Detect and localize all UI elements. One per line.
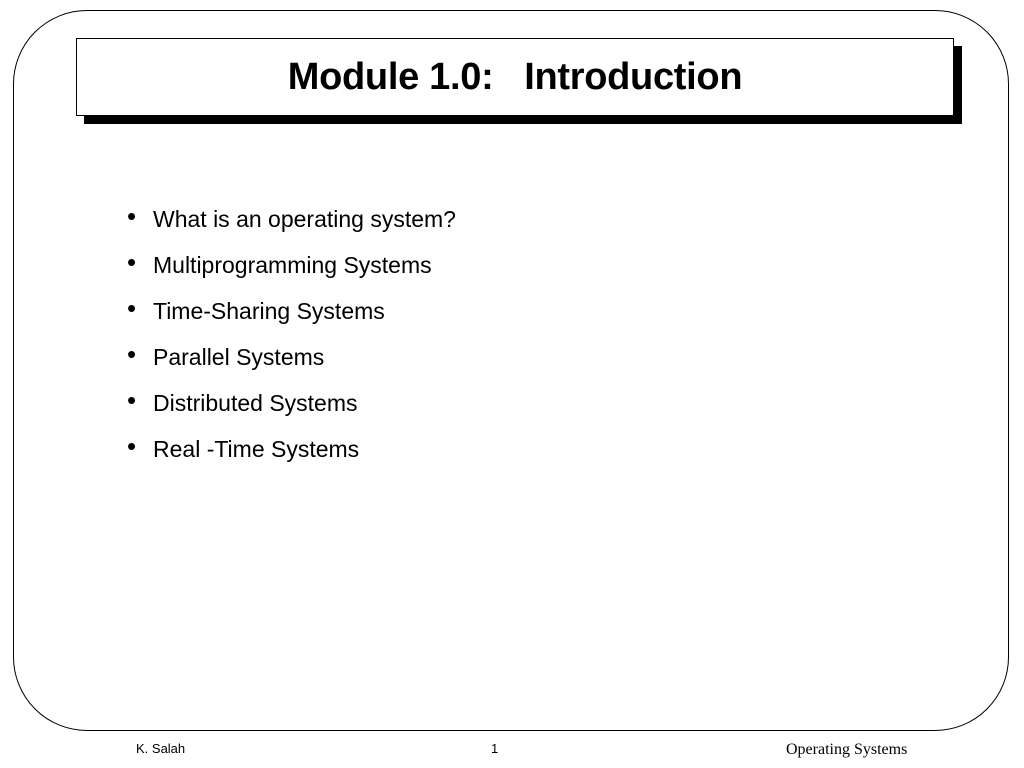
bullet-text: Parallel Systems: [153, 343, 325, 370]
bullet-text: Multiprogramming Systems: [153, 251, 432, 278]
bullet-text: Time-Sharing Systems: [153, 297, 385, 324]
bullet-text: Distributed Systems: [153, 389, 358, 416]
bullet-list: [127, 196, 456, 472]
bullet-icon: •: [127, 339, 137, 369]
bullet-icon: •: [127, 431, 137, 461]
bullet-item: [127, 426, 456, 472]
title-box: [76, 38, 954, 116]
bullet-icon: •: [127, 247, 137, 277]
bullet-item: [127, 242, 456, 288]
bullet-icon: •: [127, 201, 137, 231]
slide-title: Module 1.0: Introduction: [287, 55, 743, 98]
footer-page-number: 1: [491, 741, 499, 756]
bullet-item: [127, 196, 456, 242]
bullet-item: [127, 288, 456, 334]
footer-author: K. Salah: [136, 741, 186, 756]
bullet-icon: •: [127, 385, 137, 415]
bullet-text: What is an operating system?: [153, 205, 456, 232]
bullet-item: [127, 380, 456, 426]
bullet-text: Real -Time Systems: [153, 435, 360, 462]
footer-course-title: Operating Systems: [786, 741, 908, 758]
bullet-item: [127, 334, 456, 380]
bullet-icon: •: [127, 293, 137, 323]
